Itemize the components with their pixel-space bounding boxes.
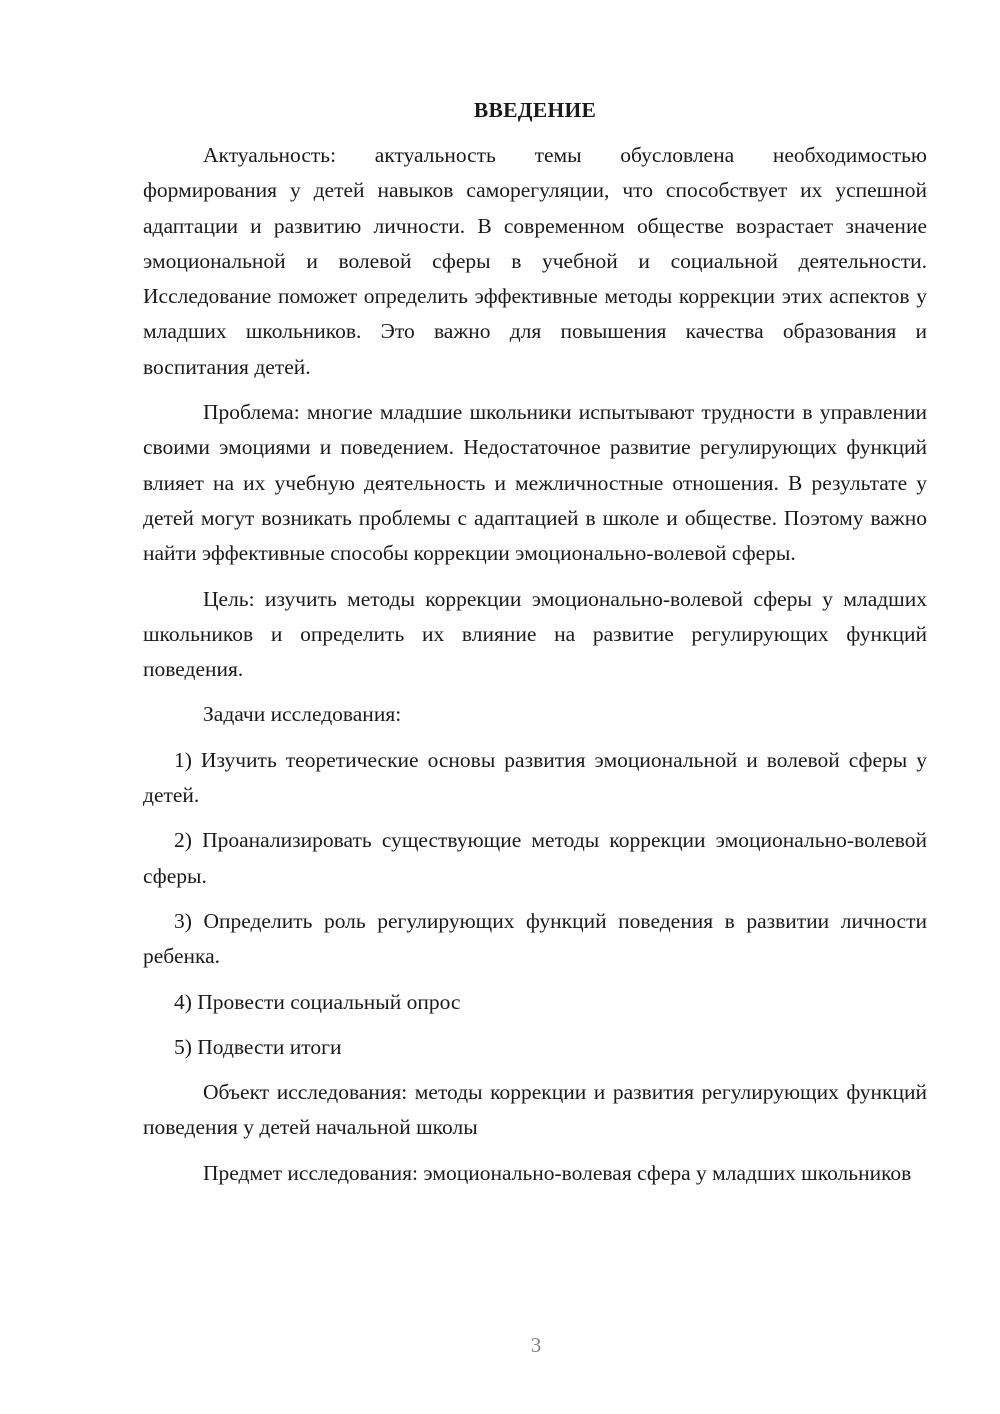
tasks-list <box>143 743 927 1065</box>
task-item: 1) Изучить теоретические основы развития эмоциональной и волевой сферы у детей. <box>143 747 927 808</box>
section-heading: ВВЕДЕНИЕ <box>473 98 597 122</box>
task-item: 2) Проанализировать существующие методы коррекции эмоционально-волевой сферы. <box>143 828 927 888</box>
task-item: 3) Определить роль регулирующих функций поведения в развитии личности ребенка. <box>143 908 927 969</box>
goal-paragraph: Цель: изучить методы коррекции эмоционально-волевой сферы у младших школьников и определить их влияние на развитие регулирующих функций поведения. <box>143 586 927 682</box>
document-body <box>143 93 927 1201</box>
relevance-paragraph: Актуальность: актуальность темы обусловлена необходимостью формирования у детей навыков саморегуляции, что способствует их успешной адаптации и развитию личности. В современном обществе возрастает значение эмоциональной и волевой сферы в учебной и социальной деятельности. Исследование поможет определить эффективные методы коррекции этих аспектов у младших школьников. Это важно для повышения качества образования и воспитания детей. <box>143 143 927 379</box>
research-subject-paragraph: Предмет исследования: эмоционально-волевая сфера у младших школьников <box>203 1160 912 1185</box>
page-number: 3 <box>530 1333 542 1357</box>
research-object-paragraph: Объект исследования: методы коррекции и развития регулирующих функций поведения у детей начальной школы <box>143 1080 927 1140</box>
task-item: 4) Провести социальный опрос <box>174 989 461 1014</box>
problem-paragraph: Проблема: многие младшие школьники испытывают трудности в управлении своими эмоциями и поведением. Недостаточное развитие регулирующих функций влияет на их учебную деятельность и межличностные отношения. В результате у детей могут возникать проблемы с адаптацией в школе и обществе. Поэтому важно найти эффективные способы коррекции эмоционально-волевой сферы. <box>143 400 927 566</box>
task-item: 5) Подвести итоги <box>174 1034 342 1059</box>
tasks-heading: Задачи исследования: <box>203 702 402 727</box>
